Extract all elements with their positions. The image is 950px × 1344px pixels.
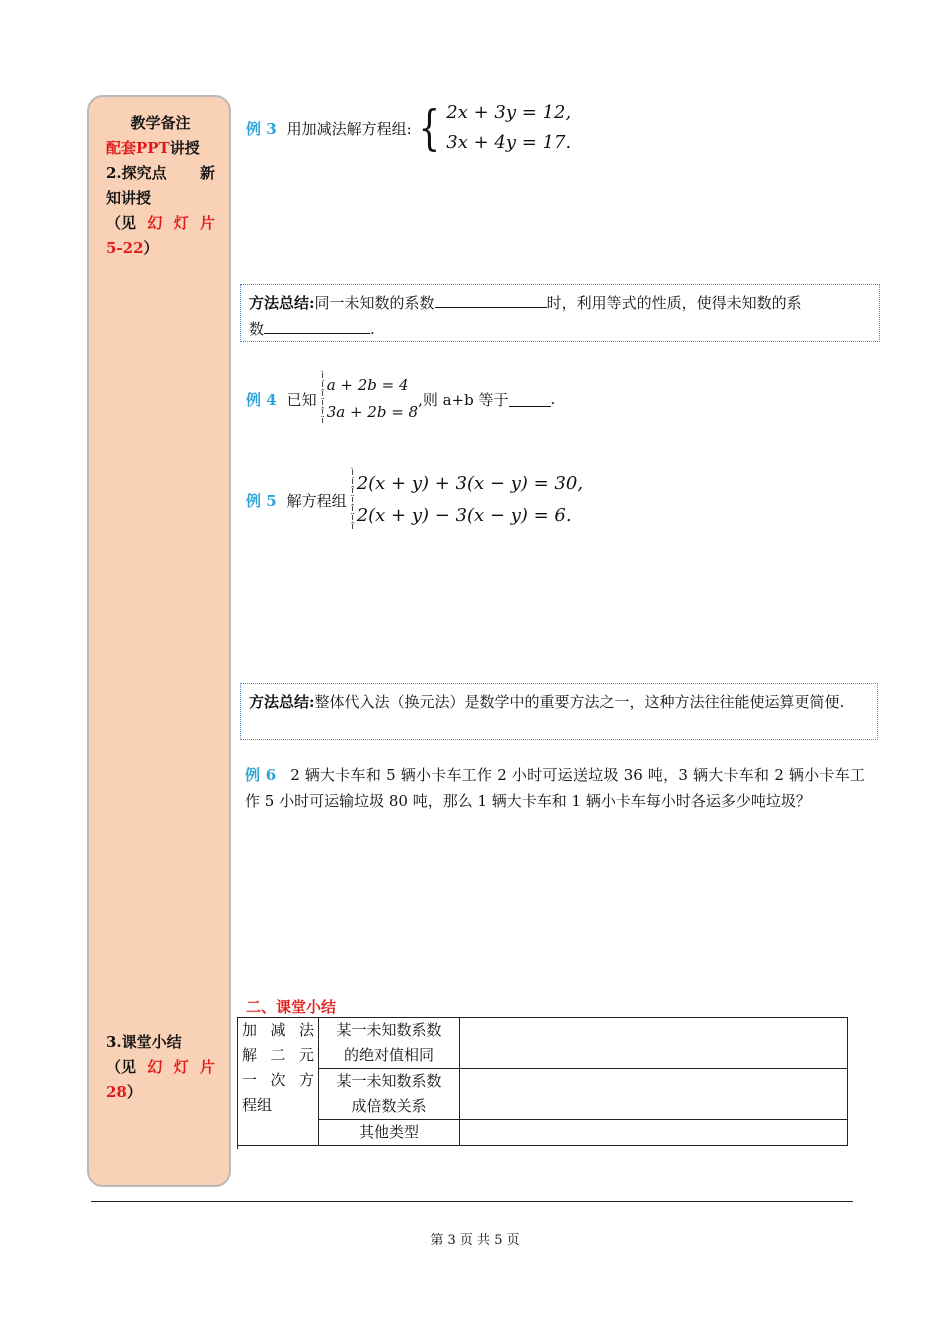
- summary-answer-3[interactable]: [460, 1120, 848, 1146]
- sidebar-heading: 教学备注: [130, 114, 191, 132]
- example-5-text: 解方程组: [286, 491, 347, 510]
- summary-case-2: [319, 1069, 460, 1120]
- section3-title: 3.课堂小结: [106, 1033, 182, 1051]
- example-3: [246, 98, 571, 158]
- table-row: [238, 1069, 848, 1120]
- method-1-blank2[interactable]: [264, 319, 370, 334]
- summary-table: [237, 1017, 848, 1146]
- example-6-label: 例 6: [245, 766, 277, 784]
- method-summary-2: [240, 683, 878, 740]
- example-6: [245, 762, 865, 814]
- example-3-system: [414, 98, 571, 158]
- left-brace-icon: {: [418, 100, 440, 156]
- slides-close-1: ）: [143, 239, 159, 257]
- method-2-title: 方法总结:: [249, 693, 315, 711]
- case-1-line1: 某一未知数系数: [336, 1021, 442, 1039]
- col1-char: 一: [242, 1071, 258, 1089]
- method-1-text1: 同一未知数的系数: [314, 294, 435, 312]
- example-3-eq2: 3x + 4y = 17.: [446, 132, 572, 153]
- slides-range-1-red: 5-22: [106, 239, 144, 257]
- example-4-equations: [327, 372, 418, 426]
- col1-char: 加: [242, 1021, 258, 1039]
- col1-char: 程组: [242, 1096, 273, 1114]
- example-3-label: 例 3: [246, 119, 277, 138]
- example-4-system: [319, 372, 418, 426]
- example-5-equations: [357, 468, 583, 532]
- table-row: [238, 1018, 848, 1069]
- example-4-end: .: [550, 390, 556, 408]
- summary-case-3: 其他类型: [319, 1120, 460, 1146]
- col1-line3: [242, 1068, 314, 1093]
- col1-char: 法: [298, 1021, 314, 1039]
- method-1-text2: 时，利用等式的性质，使得未知数的系: [546, 294, 802, 312]
- col1-char: 方: [298, 1071, 314, 1089]
- method-1-title: 方法总结:: [249, 294, 315, 312]
- col1-char: 减: [270, 1021, 286, 1039]
- example-3-equations: [446, 98, 571, 158]
- teaching-notes-sidebar: [87, 95, 231, 1187]
- example-5-eq1: 2(x + y) + 3(x − y) = 30,: [356, 473, 584, 494]
- slides-range-3-red: 28: [106, 1083, 127, 1101]
- summary-title: 二、课堂小结: [246, 998, 337, 1016]
- slides-red-1: 幻: [147, 214, 163, 232]
- case-2-line1: 某一未知数系数: [336, 1072, 442, 1090]
- section2-title-tail: 新: [199, 164, 215, 182]
- slides-ref-1: [106, 211, 215, 236]
- summary-answer-2[interactable]: [460, 1069, 848, 1120]
- example-5-eq2: 2(x + y) − 3(x − y) = 6.: [356, 505, 572, 526]
- slides-red-3c: 片: [199, 1058, 215, 1076]
- case-1-line2: 的绝对值相同: [343, 1046, 434, 1064]
- col1-line4: [242, 1093, 314, 1118]
- slides-red-3: 片: [199, 214, 215, 232]
- slides-red-3a: 幻: [147, 1058, 163, 1076]
- footer-divider: [91, 1201, 853, 1202]
- col1-char: 解: [242, 1046, 258, 1064]
- example-4-label: 例 4: [246, 390, 277, 409]
- method-summary-1: [240, 284, 880, 342]
- slides-ref-3: [106, 1055, 215, 1080]
- example-5-system: [349, 468, 583, 532]
- table-left-border: [237, 1017, 238, 1149]
- ppt-red-text: 配套PPT: [106, 139, 170, 157]
- section2-title: 2.探究点: [106, 164, 167, 182]
- example-4-prefix: 已知: [286, 390, 317, 409]
- ppt-black-text: 讲授: [169, 139, 200, 157]
- slides-close-3: ）: [126, 1083, 142, 1101]
- page-number: 第 3 页 共 5 页: [430, 1233, 520, 1248]
- broken-brace-icon: ì í î ï î ï: [321, 371, 324, 426]
- example-4-suffix: ,则 a+b 等于: [418, 390, 509, 409]
- slides-range-3: [106, 1080, 215, 1105]
- summary-method-cell: [238, 1018, 319, 1146]
- example-5-label: 例 5: [246, 491, 277, 510]
- method-1-text4: .: [370, 320, 375, 338]
- ppt-note: [106, 136, 215, 161]
- slides-red-3b: 灯: [173, 1058, 189, 1076]
- col1-char: 二: [270, 1046, 286, 1064]
- slides-range-1: [106, 236, 215, 261]
- example-3-eq1: 2x + 3y = 12,: [446, 102, 572, 123]
- example-4-blank[interactable]: [509, 392, 551, 407]
- section2-line1: [106, 161, 215, 186]
- example-4: [246, 372, 555, 426]
- summary-answer-1[interactable]: [460, 1018, 848, 1069]
- col1-char: 元: [298, 1046, 314, 1064]
- method-1-blank1[interactable]: [435, 293, 547, 308]
- example-3-text: 用加减法解方程组:: [286, 119, 412, 138]
- col1-line1: [242, 1018, 314, 1043]
- case-2-line2: 成倍数关系: [351, 1097, 427, 1115]
- method-2-text: 整体代入法（换元法）是数学中的重要方法之一，这种方法往往能使运算更简便.: [314, 693, 845, 711]
- sidebar-summary-block: [106, 1030, 215, 1105]
- broken-brace-icon: ì í î ï î ï î: [351, 467, 354, 532]
- section2-line2: 知讲授: [106, 189, 152, 207]
- table-row: [238, 1120, 848, 1146]
- slides-red-2: 灯: [173, 214, 189, 232]
- example-4-eq1: a + 2b = 4: [326, 376, 409, 394]
- col1-char: 次: [270, 1071, 286, 1089]
- slides-open: （见: [106, 214, 137, 232]
- method-1-text3: 数: [249, 320, 265, 338]
- summary-case-1: [319, 1018, 460, 1069]
- example-5: [246, 468, 583, 532]
- example-4-eq2: 3a + 2b = 8: [326, 403, 419, 421]
- slides-open-3: （见: [106, 1058, 137, 1076]
- col1-line2: [242, 1043, 314, 1068]
- example-6-text: 2 辆大卡车和 5 辆小卡车工作 2 小时可运送垃圾 36 吨，3 辆大卡车和 2 辆小卡车工作 5 小时可运输垃圾 80 吨，那么 1 辆大卡车和 1 辆小卡车每小时各运多少吨垃圾？: [245, 766, 865, 810]
